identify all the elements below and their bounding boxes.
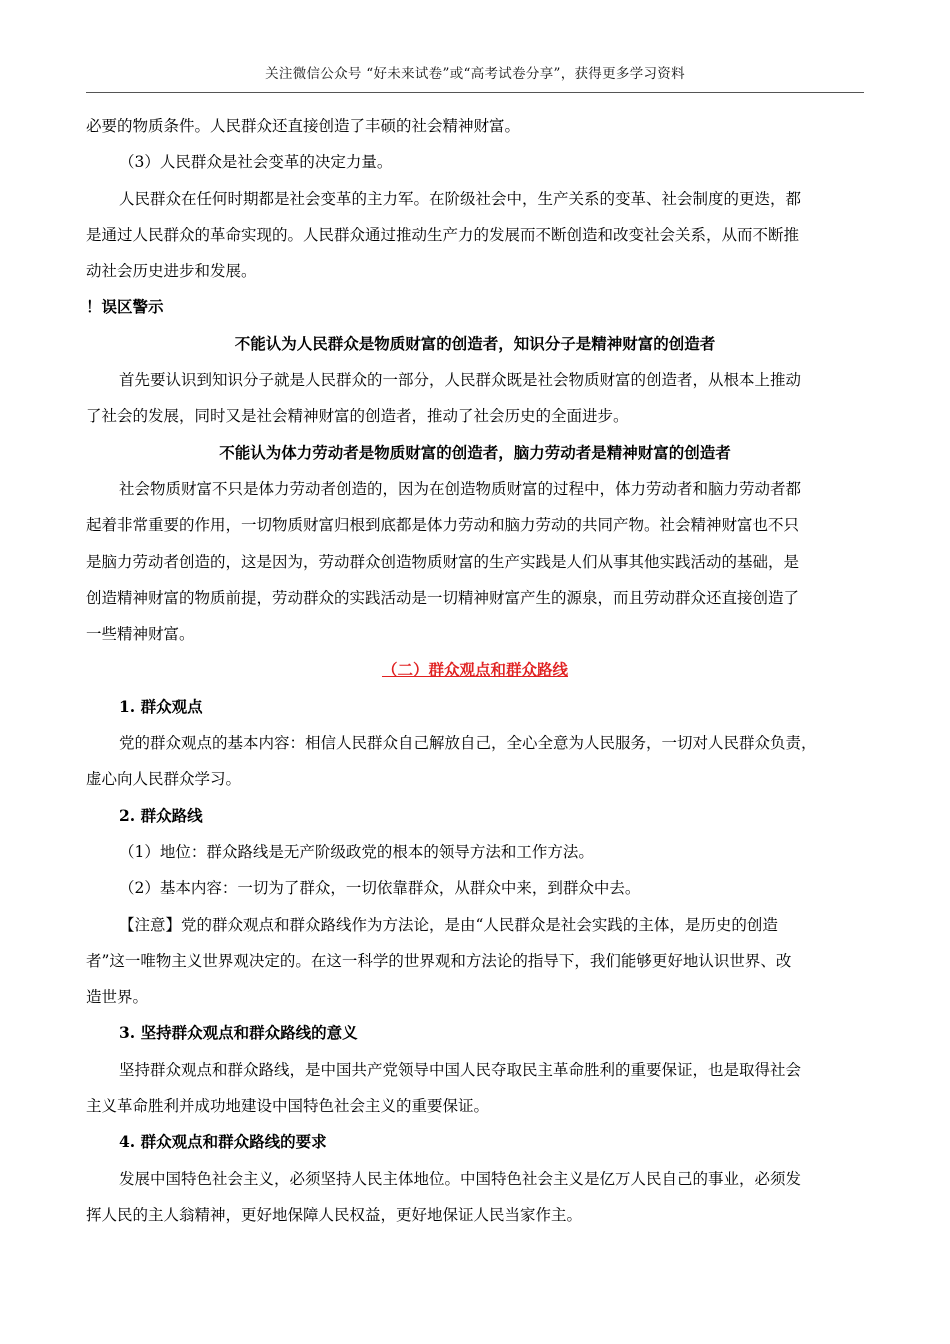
paragraph-line: 了社会的发展，同时又是社会精神财富的创造者，推动了社会历史的全面进步。 [86,407,629,426]
subpoint-line: （1）地位：群众路线是无产阶级政党的根本的领导方法和工作方法。 [119,842,594,861]
paragraph-line: 虚心向人民群众学习。 [86,770,242,789]
subpoint-line: （2）基本内容：一切为了群众，一切依靠群众，从群众中来，到群众中去。 [119,879,641,898]
document-body [86,108,864,1233]
paragraph-line: 首先要认识到知识分子就是人民群众的一部分，人民群众既是社会物质财富的创造者，从根本上推动 [119,371,802,390]
subsection-heading: 1. 群众观点 [119,696,203,716]
paragraph-line: 人民群众在任何时期都是社会变革的主力军。在阶级社会中，生产关系的变革、社会制度的更迭，都 [119,189,802,208]
paragraph-line: 起着非常重要的作用，一切物质财富归根到底都是体力劳动和脑力劳动的共同产物。社会精神财富也不只 [86,516,800,535]
subsection-heading: 2. 群众路线 [119,805,203,825]
note-line: 【注意】党的群众观点和群众路线作为方法论，是由“人民群众是社会实践的主体，是历史的创造 [119,915,778,934]
section-title [86,652,864,688]
paragraph-line: 造世界。 [86,988,149,1007]
warning-heading: ！误区警示 [86,297,164,317]
section-title-text: （二）群众观点和群众路线 [381,660,568,680]
subsection-heading: 3. 坚持群众观点和群众路线的意义 [119,1023,358,1043]
paragraph-line: 党的群众观点的基本内容：相信人民群众自己解放自己，全心全意为人民服务，一切对人民群众负责， [119,734,817,753]
misconception-title: 不能认为体力劳动者是物质财富的创造者，脑力劳动者是精神财富的创造者 [219,442,731,462]
paragraph-line: 者”这一唯物主义世界观决定的。在这一科学的世界观和方法论的指导下，我们能够更好地认识世界、改 [86,951,792,970]
subpoint-line: （3）人民群众是社会变革的决定力量。 [119,153,393,172]
paragraph-line: 是脑力劳动者创造的，这是因为，劳动群众创造物质财富的生产实践是人们从事其他实践活动的基础，是 [86,552,800,571]
header-divider [86,92,864,93]
paragraph-line: 是通过人民群众的革命实现的。人民群众通过推动生产力的发展而不断创造和改变社会关系，从而不断推 [86,225,800,244]
paragraph-line: 主义革命胜利并成功地建设中国特色社会主义的重要保证。 [86,1097,490,1116]
paragraph-line: 发展中国特色社会主义，必须坚持人民主体地位。中国特色社会主义是亿万人民自己的事业，必须发 [119,1169,802,1188]
misconception-title: 不能认为人民群众是物质财富的创造者，知识分子是精神财富的创造者 [234,333,716,353]
paragraph-line: 挥人民的主人翁精神，更好地保障人民权益，更好地保证人民当家作主。 [86,1205,583,1224]
page-header: 关注微信公众号 “好未来试卷”或“高考试卷分享”，获得更多学习资料 [265,66,685,82]
paragraph-line: 坚持群众观点和群众路线，是中国共产党领导中国人民夺取民主革命胜利的重要保证，也是取得社会 [119,1060,802,1079]
paragraph-line: 创造精神财富的物质前提，劳动群众的实践活动是一切精神财富产生的源泉，而且劳动群众还直接创造了 [86,588,800,607]
paragraph-line: 社会物质财富不只是体力劳动者创造的，因为在创造物质财富的过程中，体力劳动者和脑力劳动者都 [119,479,802,498]
paragraph-line: 必要的物质条件。人民群众还直接创造了丰硕的社会精神财富。 [86,117,521,135]
paragraph-line: 动社会历史进步和发展。 [86,262,257,281]
subsection-heading: 4. 群众观点和群众路线的要求 [119,1132,327,1152]
paragraph-line: 一些精神财富。 [86,625,195,644]
